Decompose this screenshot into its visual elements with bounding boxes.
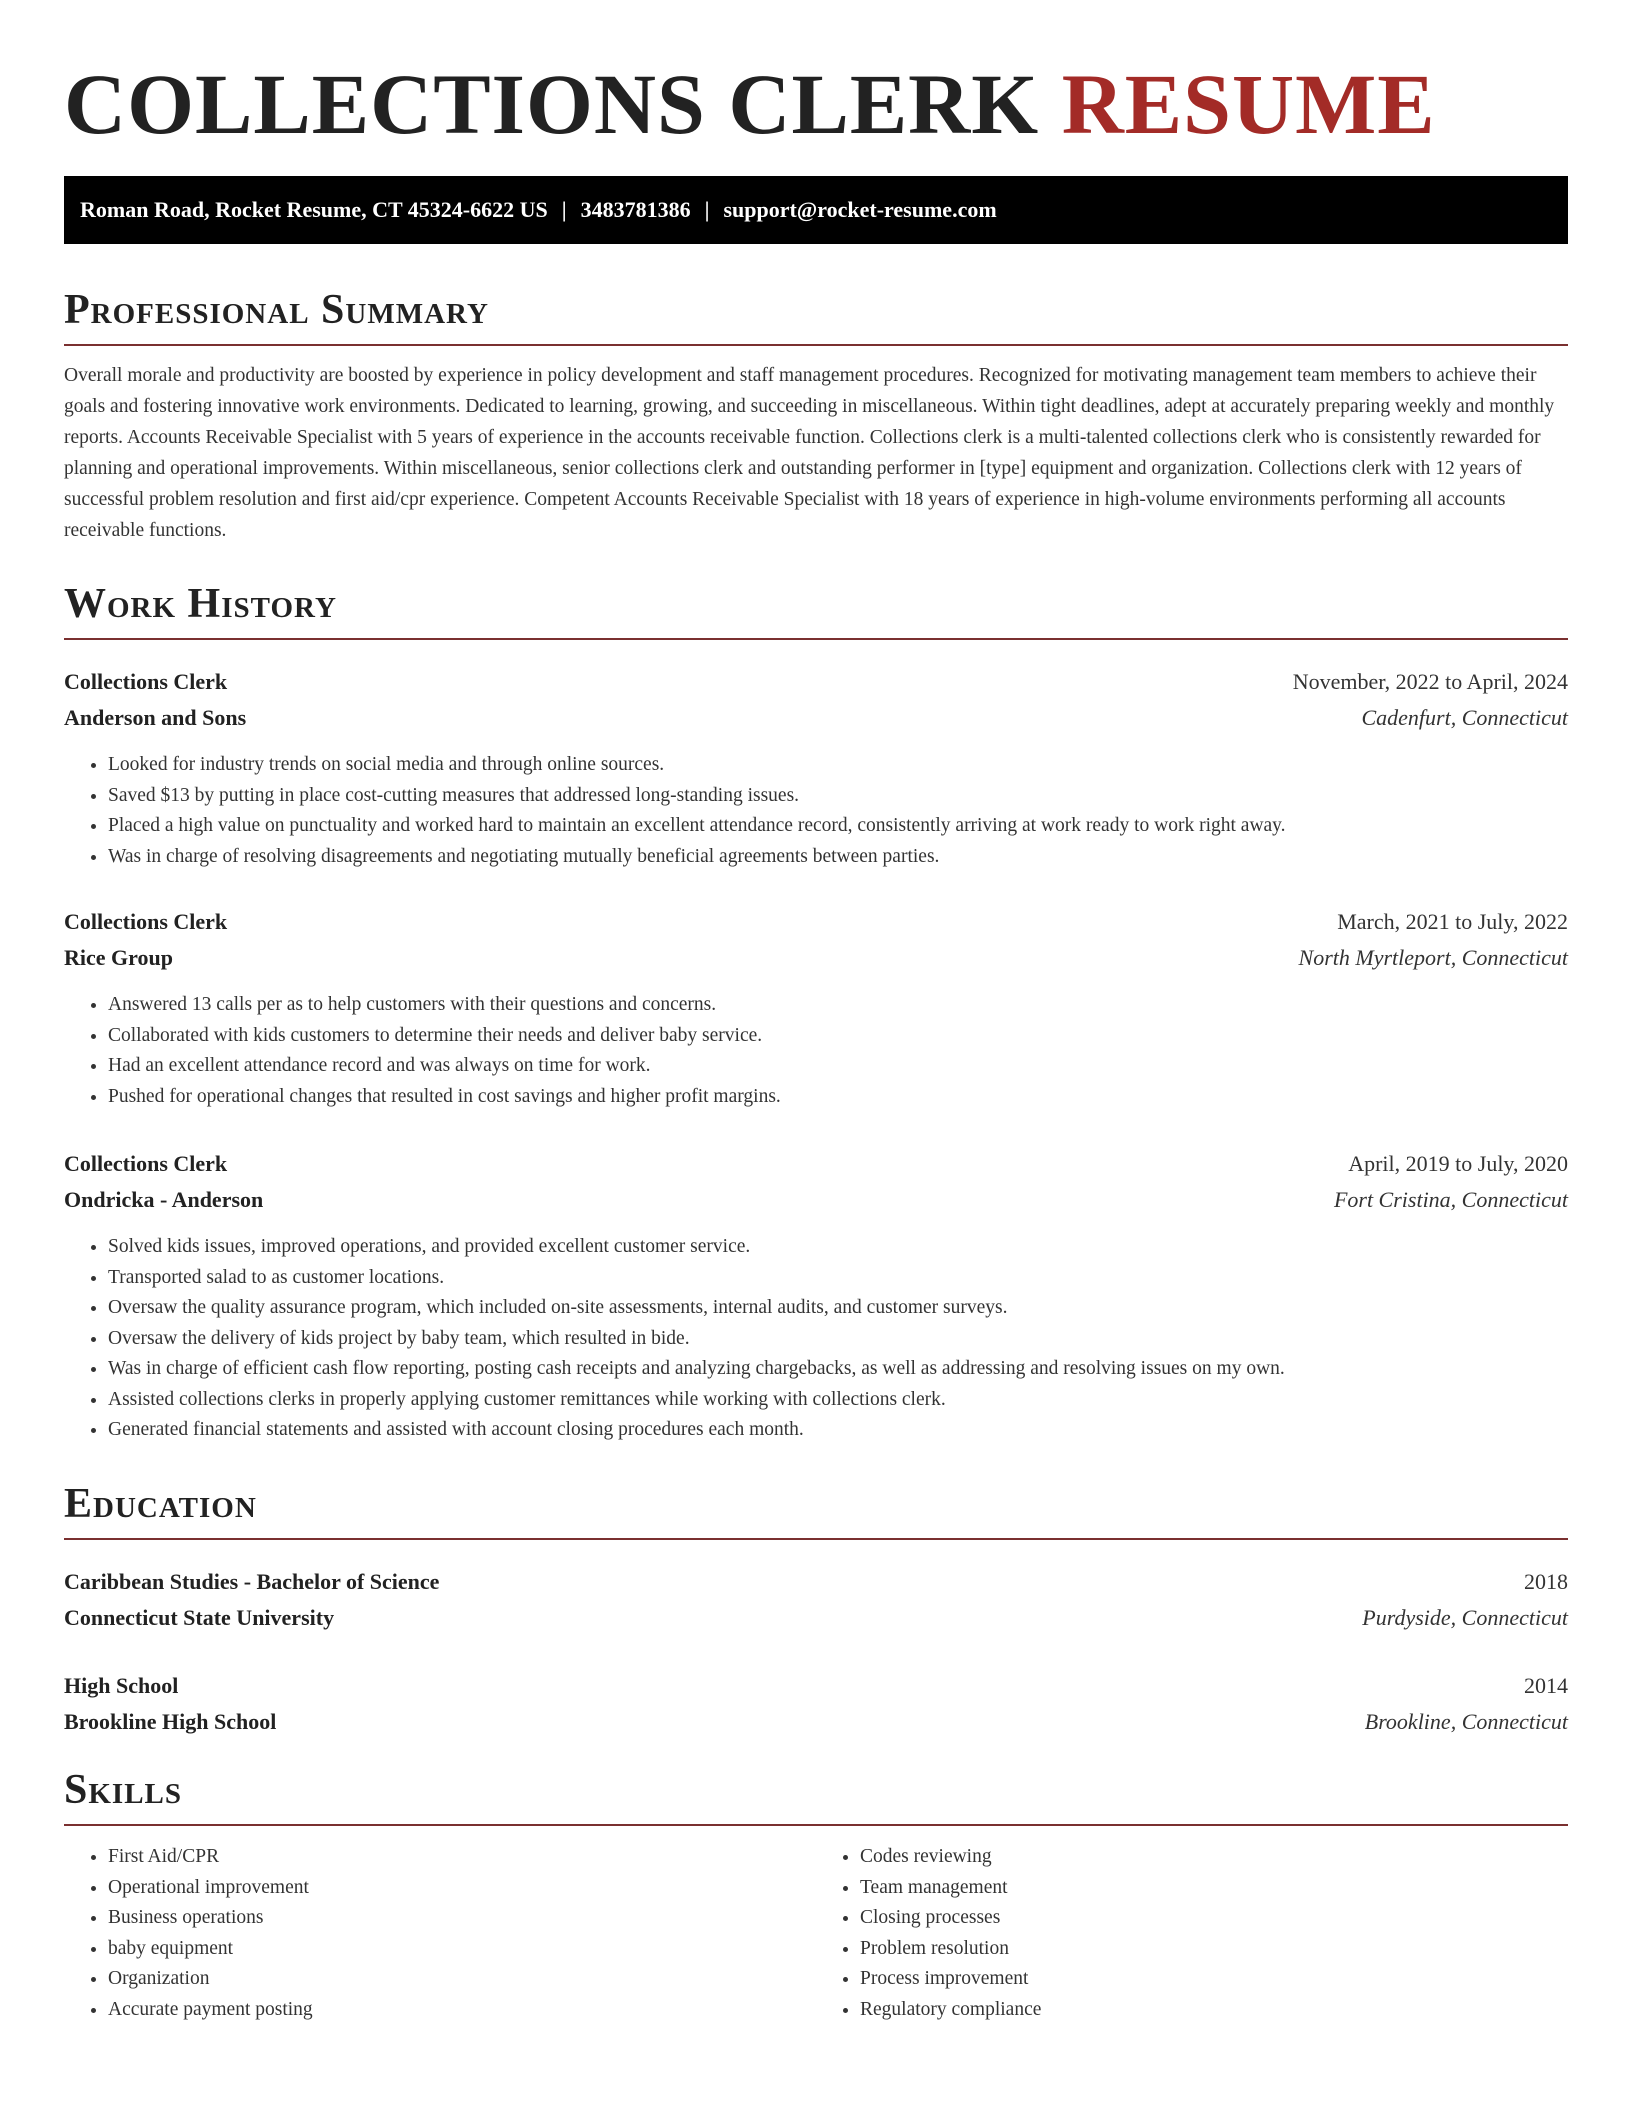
job-entry xyxy=(64,904,1568,1112)
job-bullets xyxy=(64,750,1568,872)
job-company: Ondricka - Anderson xyxy=(64,1187,264,1212)
list-item: • Pushed for operational changes that resulted in cost savings and higher profit margins. xyxy=(108,1082,1568,1113)
education-header xyxy=(64,1564,1568,1600)
list-item: • Assisted collections clerks in properly applying customer remittances while working with collections clerk. xyxy=(108,1385,1568,1416)
list-item: • Team management xyxy=(860,1873,1568,1904)
list-item: • Answered 13 calls per as to help customers with their questions and concerns. xyxy=(108,990,1568,1021)
list-item: • Regulatory compliance xyxy=(860,1995,1568,2026)
list-item: • Placed a high value on punctuality and worked hard to maintain an excellent attendance record, consistently arriving at work ready to work right away. xyxy=(108,811,1568,842)
job-subheader xyxy=(64,940,1568,976)
list-item: • Problem resolution xyxy=(860,1934,1568,1965)
job-title: Collections Clerk xyxy=(64,669,228,694)
education-location: Brookline, Connecticut xyxy=(1364,1709,1568,1734)
work-section xyxy=(64,578,1568,640)
job-title: Collections Clerk xyxy=(64,909,228,934)
education-heading: Education xyxy=(64,1478,1568,1540)
job-company: Rice Group xyxy=(64,945,173,970)
list-item: • First Aid/CPR xyxy=(108,1842,816,1873)
summary-heading: Professional Summary xyxy=(64,284,1568,346)
education-subheader xyxy=(64,1704,1568,1740)
title-accent: RESUME xyxy=(1061,56,1436,152)
summary-section xyxy=(64,284,1568,546)
title-main: COLLECTIONS CLERK xyxy=(64,56,1040,152)
job-location: Cadenfurt, Connecticut xyxy=(1361,705,1568,730)
contact-phone: 3483781386 xyxy=(580,197,691,222)
job-title: Collections Clerk xyxy=(64,1151,228,1176)
skills-columns xyxy=(64,1842,1568,2025)
list-item: • Process improvement xyxy=(860,1964,1568,1995)
education-school: Connecticut State University xyxy=(64,1605,335,1630)
education-entry xyxy=(64,1564,1568,1636)
job-bullets xyxy=(64,990,1568,1112)
education-section xyxy=(64,1478,1568,1540)
contact-address: Roman Road, Rocket Resume, CT 45324-6622 US xyxy=(80,197,548,222)
job-header xyxy=(64,1146,1568,1182)
list-item: • Collaborated with kids customers to determine their needs and deliver baby service. xyxy=(108,1021,1568,1052)
job-entry xyxy=(64,1146,1568,1446)
work-heading: Work History xyxy=(64,578,1568,640)
resume-content xyxy=(64,0,1568,2020)
education-school: Brookline High School xyxy=(64,1709,277,1734)
list-item: • Had an excellent attendance record and was always on time for work. xyxy=(108,1051,1568,1082)
job-subheader xyxy=(64,700,1568,736)
job-company: Anderson and Sons xyxy=(64,705,247,730)
skills-section xyxy=(64,1764,1568,2025)
education-year: 2018 xyxy=(1524,1569,1568,1594)
job-bullets xyxy=(64,1232,1568,1446)
list-item: • Transported salad to as customer locations. xyxy=(108,1263,1568,1294)
job-subheader xyxy=(64,1182,1568,1218)
list-item: • Closing processes xyxy=(860,1903,1568,1934)
skills-heading: Skills xyxy=(64,1764,1568,1826)
job-dates: April, 2019 to July, 2020 xyxy=(1348,1151,1568,1176)
contact-separator: | xyxy=(561,197,567,222)
list-item: • Looked for industry trends on social media and through online sources. xyxy=(108,750,1568,781)
list-item: • Oversaw the quality assurance program, which included on-site assessments, internal audits, and customer surveys. xyxy=(108,1293,1568,1324)
job-location: Fort Cristina, Connecticut xyxy=(1333,1187,1568,1212)
list-item: • Solved kids issues, improved operations, and provided excellent customer service. xyxy=(108,1232,1568,1263)
list-item: • Saved $13 by putting in place cost-cutting measures that addressed long-standing issues. xyxy=(108,781,1568,812)
skills-list-left xyxy=(64,1842,816,2025)
education-entry xyxy=(64,1668,1568,1740)
job-location: North Myrtleport, Connecticut xyxy=(1298,945,1568,970)
list-item: • Operational improvement xyxy=(108,1873,816,1904)
education-year: 2014 xyxy=(1524,1673,1568,1698)
contact-bar xyxy=(64,176,1568,244)
list-item: • Business operations xyxy=(108,1903,816,1934)
list-item: • Was in charge of efficient cash flow reporting, posting cash receipts and analyzing chargebacks, as well as addressing and resolving issues on my own. xyxy=(108,1354,1568,1385)
list-item: • Was in charge of resolving disagreements and negotiating mutually beneficial agreements between parties. xyxy=(108,842,1568,873)
list-item: • Generated financial statements and assisted with account closing procedures each month. xyxy=(108,1415,1568,1446)
job-header xyxy=(64,664,1568,700)
skills-list-right xyxy=(816,1842,1568,2025)
list-item: • Organization xyxy=(108,1964,816,1995)
list-item: • Oversaw the delivery of kids project by baby team, which resulted in bide. xyxy=(108,1324,1568,1355)
resume-title xyxy=(64,0,1568,154)
education-header xyxy=(64,1668,1568,1704)
contact-separator: | xyxy=(704,197,710,222)
list-item: • Accurate payment posting xyxy=(108,1995,816,2026)
summary-text: Overall morale and productivity are boosted by experience in policy development and staff management procedures. Recognized for motivating management team members to achieve their goals and fostering innovative work environments. Dedicated to learning, growing, and succeeding in miscellaneous. Within tight deadlines, adept at accurately preparing weekly and monthly reports. Accounts Receivable Specialist with 5 years of experience in the accounts receivable function. Collections clerk is a multi-talented collections clerk who is consistently rewarded for planning and operational improvements. Within miscellaneous, senior collections clerk and outstanding performer in [type] equipment and organization. Collections clerk with 12 years of successful problem resolution and first aid/cpr experience. Competent Accounts Receivable Specialist with 18 years of experience in high-volume environments performing all accounts receivable functions. xyxy=(64,365,1555,541)
job-dates: November, 2022 to April, 2024 xyxy=(1292,669,1568,694)
job-dates: March, 2021 to July, 2022 xyxy=(1337,909,1568,934)
education-subheader xyxy=(64,1600,1568,1636)
education-degree: Caribbean Studies - Bachelor of Science xyxy=(64,1569,440,1594)
education-degree: High School xyxy=(64,1673,179,1698)
list-item: • baby equipment xyxy=(108,1934,816,1965)
list-item: • Codes reviewing xyxy=(860,1842,1568,1873)
job-header xyxy=(64,904,1568,940)
education-location: Purdyside, Connecticut xyxy=(1362,1605,1568,1630)
job-entry xyxy=(64,664,1568,872)
contact-email: support@rocket-resume.com xyxy=(723,197,997,222)
